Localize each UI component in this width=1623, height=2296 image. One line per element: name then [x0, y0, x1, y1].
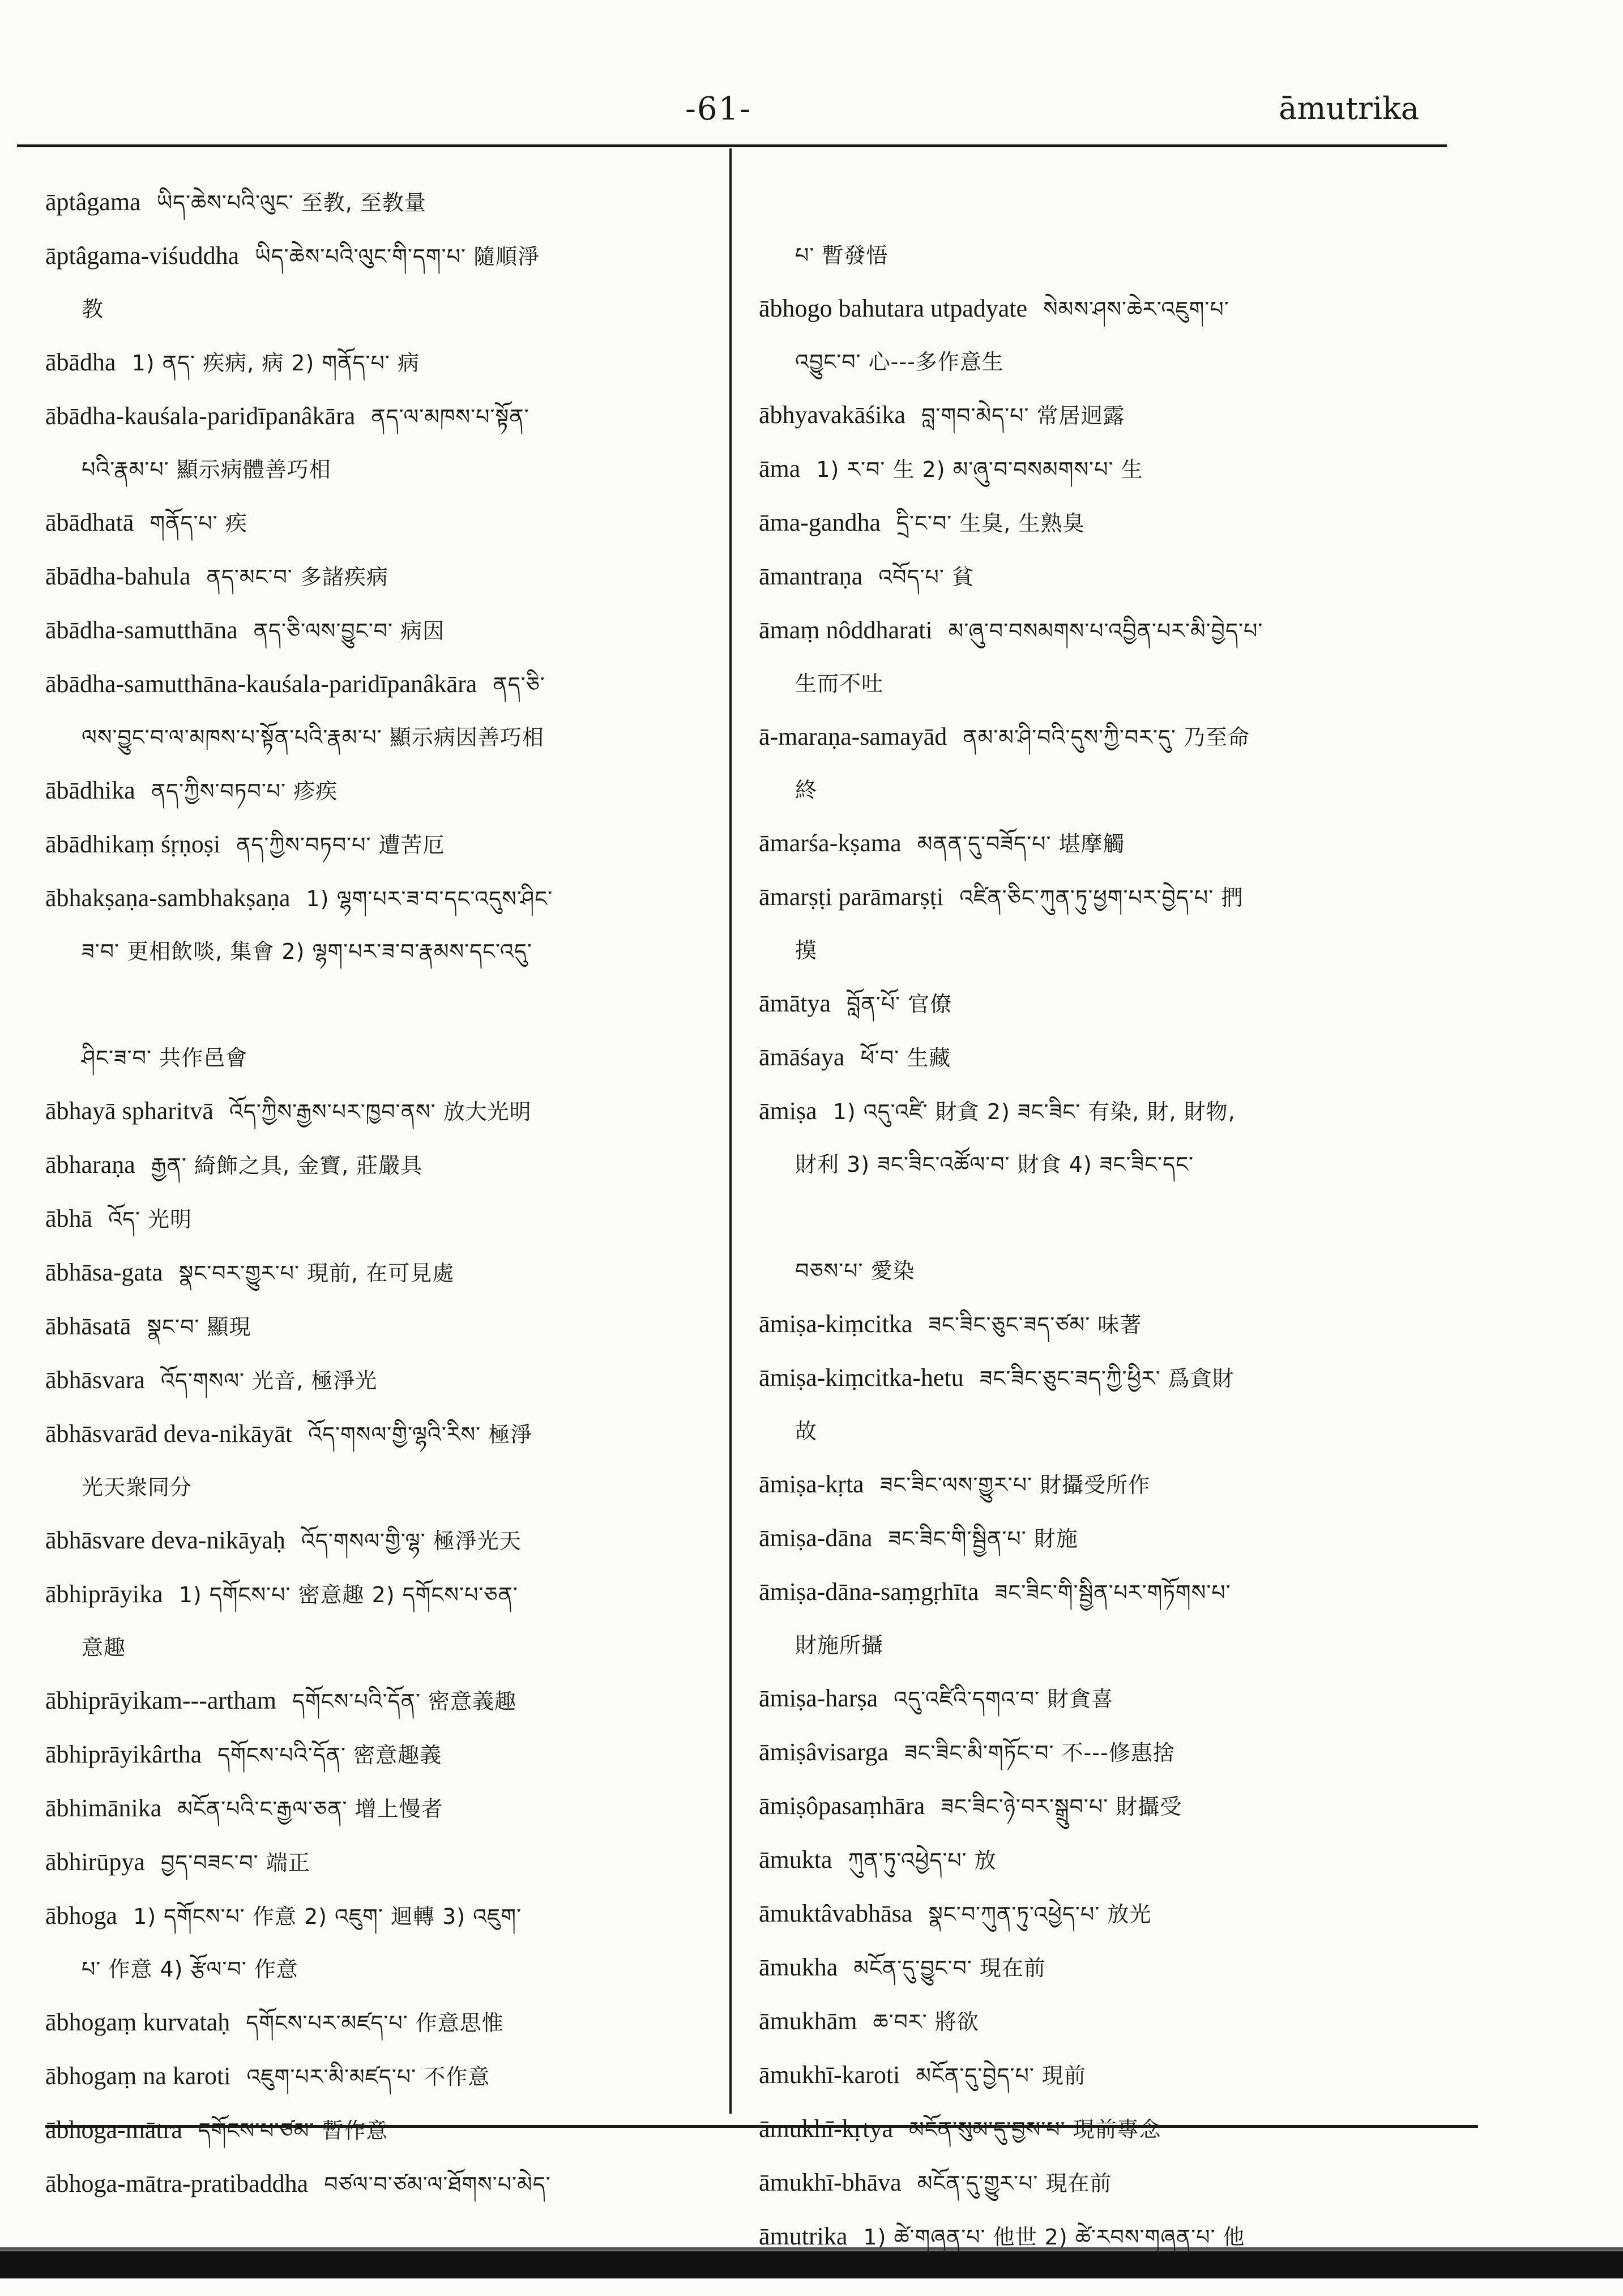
entry-headword: āmukhī-kṛtya — [759, 2115, 894, 2143]
entry-definition: བྱད་བཟང་བ་ 端正 — [160, 1850, 310, 1875]
entry-definition: ནད་ཀྱིས་བཏབ་པ་ 疹疾 — [151, 779, 338, 804]
entry-continuation: 光天衆同分 — [82, 1475, 193, 1500]
left-column — [45, 176, 714, 2211]
entry-definition: རྒྱན་ 綺飾之具, 金寶, 莊嚴具 — [151, 1153, 423, 1178]
entry-definition: འོད་ཀྱིས་རྒྱས་པར་ཁྱབ་ནས་ 放大光明 — [229, 1099, 532, 1124]
dictionary-entry — [759, 1085, 1455, 1191]
entry-headword: āmiṣa-harṣa — [759, 1684, 878, 1712]
entry-headword: āmukhām — [759, 2007, 857, 2035]
dictionary-entry — [759, 1779, 1455, 1833]
entry-continuation: 意趣 — [82, 1635, 126, 1660]
dictionary-entry — [45, 2103, 714, 2157]
entry-headword: āmiṣa-dāna — [759, 1524, 873, 1552]
dictionary-entry — [759, 2210, 1455, 2264]
entry-definition: དགོངས་པར་མཛད་པ་ 作意思惟 — [246, 2011, 504, 2035]
dictionary-entry — [45, 1407, 714, 1514]
dictionary-entry — [45, 1568, 714, 1674]
entry-definition: བླ་གབ་མེད་པ་ 常居迥露 — [921, 403, 1125, 428]
entry-headword: āmukhī-karoti — [759, 2061, 900, 2089]
entry-definition: ཟང་ཟིང་ཅུང་ཟད་ཙམ་ 味著 — [928, 1312, 1142, 1337]
dictionary-entry — [759, 1031, 1455, 1085]
entry-headword: ābhakṣaṇa-sambhakṣaṇa — [45, 884, 291, 912]
entry-headword: ābādha — [45, 348, 116, 376]
entry-headword: ābādha-samutthāna-kauśala-paridīpanâkāra — [45, 670, 477, 698]
entry-headword: āmiṣa-kiṃcitka-hetu — [759, 1364, 964, 1392]
entry-headword: ābhāsa-gata — [45, 1258, 163, 1286]
entry-headword: āmantraṇa — [759, 562, 863, 590]
dictionary-entry — [759, 1833, 1455, 1887]
entry-headword: āmiṣôpasaṃhāra — [759, 1792, 925, 1820]
entry-headword: ābhāsvara — [45, 1366, 145, 1394]
entry-definition: སྣང་བ་ 顯現 — [147, 1315, 251, 1339]
entry-headword: āmiṣâvisarga — [759, 1738, 889, 1766]
entry-definition: འཛིན་ཅིང་ཀུན་ཏུ་ཕྱག་པར་བྱེད་པ་ 捫 — [959, 885, 1244, 910]
entry-headword: āptâgama-viśuddha — [45, 242, 240, 270]
entry-definition: འདུ་འཛིའི་དགའ་བ་ 財貪喜 — [894, 1687, 1114, 1712]
entry-definition: ཆ་བར་ 將欲 — [873, 2009, 979, 2034]
dictionary-entry — [759, 282, 1455, 389]
entry-definition: མངོན་དུ་གྱུར་པ་ 現在前 — [917, 2171, 1112, 2196]
entry-definition: འཇུག་པར་མི་མཛད་པ་ 不作意 — [246, 2064, 490, 2089]
running-head: āmutrika — [1279, 91, 1419, 126]
dictionary-entry — [45, 229, 714, 336]
dictionary-entry — [45, 1782, 714, 1836]
entry-definition: འོད་གསལ་ 光音, 極淨光 — [160, 1368, 378, 1393]
entry-definition: ནད་ཀྱིས་བཏབ་པ་ 遭苦厄 — [236, 833, 445, 857]
entry-headword: ābhā — [45, 1205, 93, 1232]
entry-definition: འོད་གསལ་གྱི་ལྷ་ 極淨光天 — [301, 1529, 522, 1554]
entry-definition: སེམས་ཤས་ཆེར་འཇུག་པ་ — [1043, 297, 1229, 322]
entry-definition: ཟང་ཟིང་མི་གཏོང་བ་ 不---修惠捨 — [904, 1740, 1175, 1765]
entry-headword: ābhāsvarād deva-nikāyāt — [45, 1420, 293, 1448]
entry-headword: ābādhikaṃ śṛṇoṣi — [45, 830, 221, 858]
dictionary-entry — [45, 978, 714, 1085]
dictionary-entry — [45, 1889, 714, 1996]
entry-headword: āmukhī-bhāva — [759, 2169, 902, 2196]
entry-headword: āma — [759, 455, 801, 483]
entry-definition: སྣང་བར་གྱུར་པ་ 現前, 在可見處 — [178, 1261, 455, 1286]
entry-headword: ābhogaṃ kurvataḥ — [45, 2008, 230, 2036]
entry-definition: 1) དགོངས་པ་ 作意 2) འཇུག་ 迴轉 3) འཇུག་ — [133, 1904, 522, 1929]
entry-headword: ābādhika — [45, 776, 135, 804]
entry-continuation: 摸 — [795, 938, 818, 963]
entry-headword: āmātya — [759, 989, 831, 1017]
entry-headword: āmiṣa — [759, 1097, 817, 1125]
entry-definition: 1) ཚེ་གཞན་པ་ 他世 2) ཚེ་རབས་གཞན་པ་ 他 — [863, 2225, 1245, 2250]
dictionary-entry — [759, 817, 1455, 870]
entry-headword: āmiṣa-dāna-saṃgṛhīta — [759, 1578, 979, 1606]
dictionary-entry — [45, 1674, 714, 1728]
entry-definition: 1) དགོངས་པ་ 密意趣 2) དགོངས་པ་ཅན་ — [178, 1582, 518, 1607]
entry-definition: མངོན་སུམ་དུ་བྱས་པ་ 現前專念 — [909, 2117, 1161, 2142]
entry-definition: དགོངས་པ་ཙམ་ 暫作意 — [198, 2118, 388, 2143]
entry-definition: དགོངས་པའི་དོན་ 密意趣義 — [217, 1743, 442, 1768]
dictionary-entry — [45, 658, 714, 764]
entry-definition: གནོད་པ་ 疾 — [150, 511, 247, 536]
entry-headword: ābādha-bahula — [45, 562, 191, 590]
dictionary-entry — [45, 1728, 714, 1782]
entry-continuation: པ་ 暫發悟 — [795, 243, 889, 268]
entry-definition: སྣང་བ་ཀུན་ཏུ་འཕྱེད་པ་ 放光 — [928, 1902, 1152, 1927]
entry-continuation: བཅས་པ་ 愛染 — [795, 1258, 915, 1283]
entry-headword: āmāśaya — [759, 1043, 845, 1071]
dictionary-entry — [45, 2157, 714, 2211]
entry-headword: ābādha-kauśala-paridīpanâkāra — [45, 402, 356, 430]
dictionary-entry — [759, 1887, 1455, 1941]
dictionary-entry — [45, 764, 714, 818]
dictionary-entry — [45, 176, 714, 229]
entry-definition: ཟང་ཟིང་ཉེ་བར་སྒྲུབ་པ་ 財攝受 — [941, 1794, 1182, 1819]
dictionary-entry — [759, 870, 1455, 977]
dictionary-entry — [759, 1512, 1455, 1565]
entry-headword: ābādhatā — [45, 509, 134, 536]
entry-definition: ཕོ་བ་ 生藏 — [860, 1045, 951, 1070]
entry-definition: མངོན་དུ་བྱེད་པ་ 現前 — [916, 2063, 1086, 2088]
entry-headword: ābhayā spharitvā — [45, 1097, 213, 1125]
entry-definition: མངོན་པའི་ང་རྒྱལ་ཅན་ 增上慢者 — [177, 1796, 443, 1821]
entry-headword: āmarśa-kṣama — [759, 829, 902, 857]
dictionary-entry — [45, 1192, 714, 1246]
dictionary-entry — [759, 176, 1455, 282]
dictionary-entry — [759, 1351, 1455, 1458]
entry-definition: བློན་པོ་ 官僚 — [847, 992, 953, 1017]
entry-headword: ābādha-samutthāna — [45, 616, 238, 644]
entry-headword: ābhogo bahutara utpadyate — [759, 295, 1028, 322]
entry-headword: āmiṣa-kṛta — [759, 1470, 864, 1498]
entry-headword: ābhoga-mātra — [45, 2116, 182, 2144]
dictionary-entry — [759, 496, 1455, 550]
entry-definition: ནད་མང་བ་ 多諸疾病 — [206, 565, 388, 590]
entry-definition: ནད་ཅི་ — [493, 672, 545, 697]
entry-continuation: པ་ 作意 4) རྩོལ་བ་ 作意 — [82, 1957, 298, 1982]
entry-definition: མ་ཞུ་བ་བསམགས་པ་འབྱིན་པར་མི་བྱེད་པ་ — [948, 618, 1263, 643]
dictionary-entry — [759, 977, 1455, 1031]
entry-headword: ābhiprāyikam---artham — [45, 1687, 277, 1714]
top-rule — [17, 144, 1447, 147]
entry-continuation: འབྱུང་བ་ 心---多作意生 — [795, 349, 1004, 374]
entry-definition: ཡིད་ཆེས་པའི་ལུང་ 至教, 至教量 — [156, 190, 426, 215]
dictionary-entry — [45, 1246, 714, 1300]
entry-headword: ābhiprāyikârtha — [45, 1740, 202, 1768]
entry-definition: 1) ལྷག་པར་ཟ་བ་དང་འདུས་ཤིང་ — [306, 886, 553, 911]
dictionary-entry — [45, 496, 714, 550]
dictionary-entry — [45, 1996, 714, 2050]
dictionary-entry — [759, 1672, 1455, 1726]
page-number: -61- — [685, 91, 752, 127]
entry-definition: མངོན་དུ་བྱུང་བ་ 現在前 — [853, 1956, 1046, 1981]
entry-headword: āmaṃ nôddharati — [759, 616, 933, 644]
entry-continuation: 終 — [795, 778, 818, 803]
dictionary-entry — [759, 389, 1455, 442]
dictionary-entry — [759, 604, 1455, 710]
dictionary-entry — [759, 1565, 1455, 1672]
entry-definition: 1) ར་བ་ 生 2) མ་ཞུ་བ་བསམགས་པ་ 生 — [816, 457, 1143, 482]
entry-continuation: ཟ་བ་ 更相飲啖, 集會 2) ལྷག་པར་ཟ་བ་རྣམས་དང་འདུ་ — [82, 939, 532, 964]
dictionary-entry — [45, 1354, 714, 1407]
entry-headword: āptâgama — [45, 188, 141, 216]
dictionary-entry — [759, 1458, 1455, 1512]
entry-headword: ābharaṇa — [45, 1151, 135, 1179]
entry-continuation: 教 — [82, 297, 104, 322]
entry-headword: ābhoga-mātra-pratibaddha — [45, 2170, 309, 2197]
entry-continuation: 財利 3) ཟང་ཟིང་འཚོལ་བ་ 財食 4) ཟང་ཟིང་དང་ — [795, 1152, 1194, 1177]
entry-definition: ནམ་མ་ཤི་བའི་དུས་ཀྱི་བར་དུ་ 乃至命 — [963, 725, 1250, 750]
dictionary-entry — [45, 2050, 714, 2103]
entry-headword: āmukta — [759, 1846, 832, 1873]
entry-headword: āma-gandha — [759, 509, 881, 536]
dictionary-entry — [45, 1514, 714, 1568]
entry-headword: āmiṣa-kiṃcitka — [759, 1310, 913, 1338]
dictionary-entry — [759, 1941, 1455, 1995]
dictionary-entry — [45, 1836, 714, 1889]
entry-definition: 1) ནད་ 疾病, 病 2) གནོད་པ་ 病 — [131, 351, 420, 375]
entry-continuation: ཤིང་ཟ་བ་ 共作邑會 — [82, 1045, 248, 1070]
entry-continuation: པའི་རྣམ་པ་ 顯示病體善巧相 — [82, 457, 331, 482]
entry-headword: ābhimānika — [45, 1794, 162, 1822]
entry-headword: ābhirūpya — [45, 1848, 145, 1876]
entry-headword: āmuktâvabhāsa — [759, 1900, 913, 1927]
entry-definition: ཟང་ཟིང་ལས་གྱུར་པ་ 財攝受所作 — [879, 1473, 1151, 1497]
dictionary-entry — [759, 2049, 1455, 2102]
entry-definition: ནད་ཅི་ལས་བྱུང་བ་ 病因 — [253, 618, 445, 643]
dictionary-entry — [759, 1995, 1455, 2049]
dictionary-entry — [759, 1298, 1455, 1351]
entry-definition: འོད་ 光明 — [108, 1207, 193, 1232]
dictionary-entry — [759, 442, 1455, 496]
entry-definition: བཙལ་བ་ཙམ་ལ་ཐོགས་པ་མེད་ — [324, 2172, 551, 2197]
entry-headword: ā-maraṇa-samayād — [759, 723, 947, 750]
entry-headword: ābhyavakāśika — [759, 401, 906, 429]
entry-definition: ཡིད་ཆེས་པའི་ལུང་གི་དག་པ་ 隨順淨 — [255, 244, 540, 269]
dictionary-entry — [759, 710, 1455, 817]
entry-headword: ābhāsatā — [45, 1312, 131, 1340]
entry-definition: ཟང་ཟིང་ཅུང་ཟད་ཀྱི་ཕྱིར་ 爲貪財 — [979, 1366, 1235, 1391]
dictionary-entry — [45, 1085, 714, 1138]
entry-definition: མནན་དུ་བཟོད་པ་ 堪摩觸 — [917, 831, 1125, 856]
entry-headword: ābhogaṃ na karoti — [45, 2062, 231, 2090]
entry-definition: ཟང་ཟིང་གི་སྦྱིན་པ་ 財施 — [888, 1526, 1078, 1551]
entry-definition: ཟང་ཟིང་གི་སྦྱིན་པར་གཏོགས་པ་ — [994, 1580, 1231, 1605]
entry-definition: འོད་གསལ་གྱི་ལྷའི་རིས་ 極淨 — [308, 1422, 533, 1447]
entry-headword: ābhoga — [45, 1902, 118, 1930]
dictionary-entry — [45, 390, 714, 496]
dictionary-entry — [759, 550, 1455, 604]
entry-continuation: 財施所攝 — [795, 1633, 884, 1658]
dictionary-entry — [45, 550, 714, 604]
dictionary-entry — [759, 2156, 1455, 2210]
dictionary-entry — [45, 872, 714, 978]
column-divider — [729, 148, 732, 2114]
entry-continuation: ལས་བྱུང་བ་ལ་མཁས་པ་སྟོན་པའི་རྣམ་པ་ 顯示病因善巧相 — [82, 725, 544, 750]
entry-definition: འབོད་པ་ 貧 — [878, 565, 974, 590]
dictionary-entry — [45, 818, 714, 872]
entry-continuation: 故 — [795, 1419, 818, 1444]
entry-headword: āmarṣṭi parāmarṣṭi — [759, 883, 944, 911]
entry-definition: ནད་ལ་མཁས་པ་སྟོན་ — [371, 404, 529, 429]
dictionary-entry — [759, 1191, 1455, 1298]
entry-headword: ābhiprāyika — [45, 1580, 163, 1608]
dictionary-entry — [759, 1726, 1455, 1779]
dictionary-entry — [45, 604, 714, 658]
entry-definition: དྲི་ང་བ་ 生臭, 生熟臭 — [896, 511, 1085, 536]
entry-definition: 1) འདུ་འཛི་ 財貪 2) ཟང་ཟིང་ 有染, 財, 財物, — [832, 1099, 1236, 1124]
entry-definition: དགོངས་པའི་དོན་ 密意義趣 — [292, 1689, 517, 1714]
dictionary-entry — [759, 2102, 1455, 2156]
entry-headword: āmukha — [759, 1953, 838, 1981]
entry-definition: ཀུན་ཏུ་འཕྱེད་པ་ 放 — [848, 1848, 997, 1873]
entry-continuation: 生而不吐 — [795, 671, 884, 696]
entry-headword: āmutrika — [759, 2222, 848, 2250]
right-column — [759, 176, 1455, 2264]
dictionary-entry — [45, 1138, 714, 1192]
dictionary-entry — [45, 336, 714, 390]
entry-headword: ābhāsvare deva-nikāyaḥ — [45, 1526, 285, 1554]
dictionary-entry — [45, 1300, 714, 1354]
